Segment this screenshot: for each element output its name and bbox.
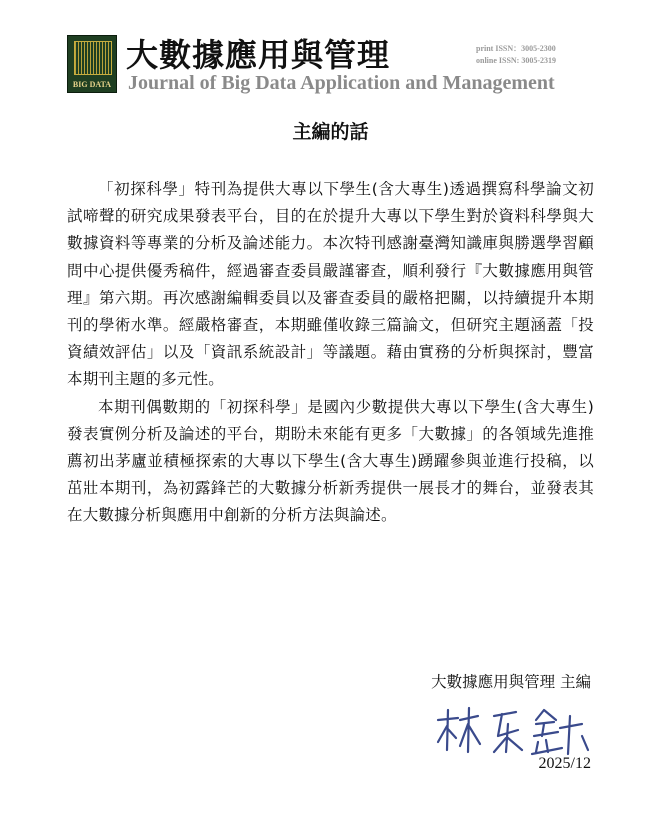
paragraph-2: 本期刊偶數期的「初探科學」是國內少數提供大專以下學生(含大專生)發表實例分析及論述的平台，期盼未來能有更多「大數據」的各領域先進推薦初出茅廬並積極探索的大專以下學生(含大專生)踴躍參與並進行投稿，以茁壯本期刊，為初露鋒芒的大數據分析新秀提供一展長才的舞台，並發表其在大數據分析與應用中創新的分析方法與論述。 — [67, 397, 594, 525]
journal-title-cn: 大數據應用與管理 — [126, 36, 391, 74]
journal-logo — [67, 35, 117, 93]
logo-pattern — [74, 41, 112, 75]
online-issn: online ISSN: 3005-2319 — [476, 56, 557, 65]
journal-title-en: Journal of Big Data Application and Management — [128, 72, 555, 94]
page-title: 主編的話 — [292, 121, 369, 143]
paragraph-1: 「初探科學」特刊為提供大專以下學生(含大專生)透過撰寫科學論文初試啼聲的研究成果發表平台，目的在於提升大專以下學生對於資料科學與大數據資料等專業的分析及論述能力。本次特刊感謝臺灣知識庫與勝選學習顧問中心提供優秀稿件，經過審查委員嚴謹審查，順利發行『大數據應用與管理』第六期。再次感謝編輯委員以及審查委員的嚴格把關，以持續提升本期刊的學術水準。經嚴格審查，本期雖僅收錄三篇論文，但研究主題涵蓋「投資績效評估」以及「資訊系統設計」等議題。藉由實務的分析與探討，豐富本期刊主題的多元性。 — [67, 180, 594, 389]
logo-text: BIG DATA — [72, 80, 112, 89]
journal-header — [0, 0, 661, 110]
issn-block — [476, 43, 556, 67]
editor-note-body — [67, 176, 594, 530]
handwritten-signature — [432, 706, 592, 760]
print-issn: print ISSN：3005-2300 — [476, 44, 556, 53]
signature-role: 大數據應用與管理 主編 — [431, 673, 591, 691]
signature-date: 2025/12 — [538, 755, 591, 772]
